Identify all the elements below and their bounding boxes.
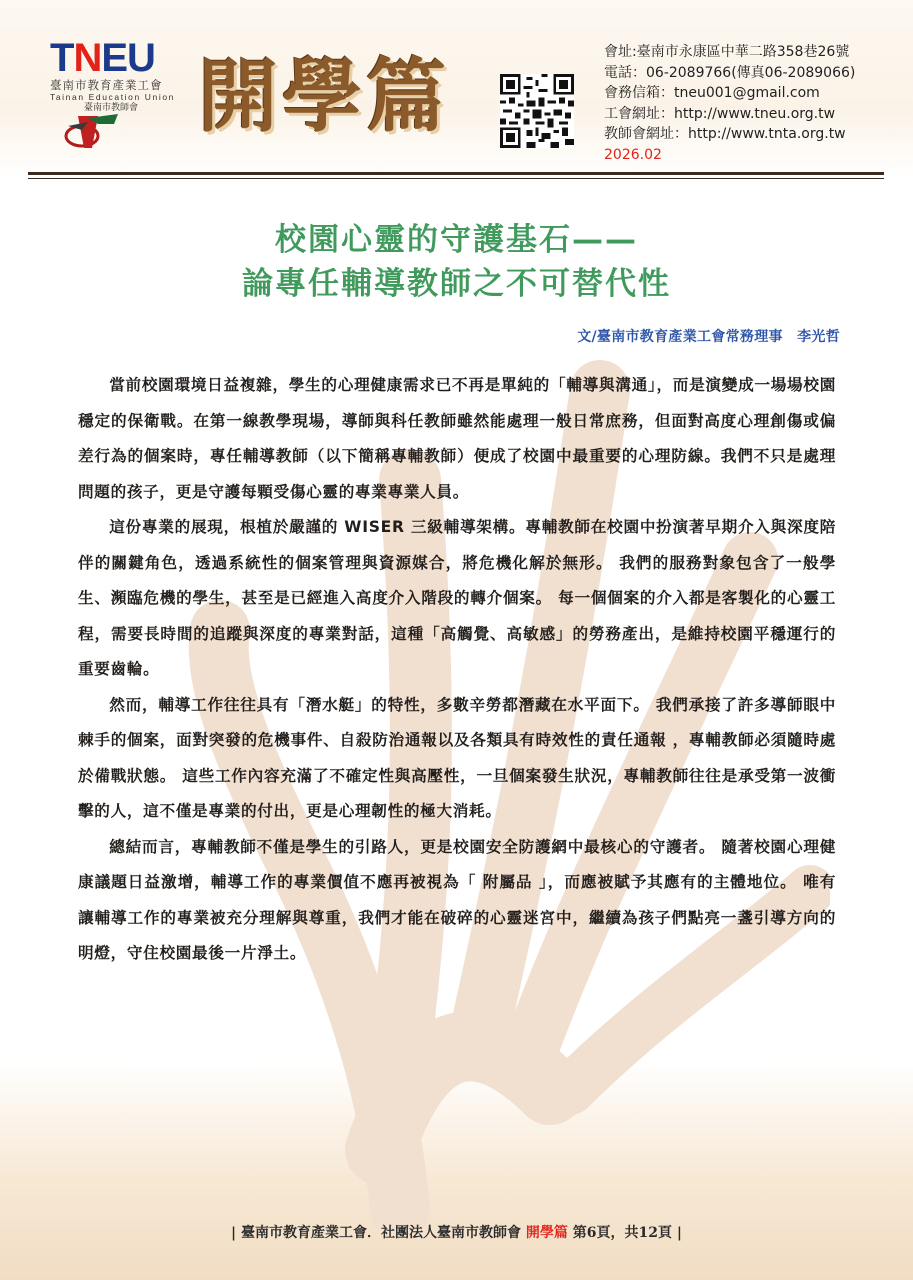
union-website-link[interactable]: 工會網址：http://www.tneu.org.tw [604,105,836,122]
email-text[interactable]: 會務信箱：tneu001@gmail.com [604,85,820,101]
page-footer [0,1222,913,1242]
header-divider [28,172,884,175]
article-title-line2: 論專任輔導教師之不可替代性 [242,266,671,302]
org-name-zh: 臺南市教育產業工會 [50,78,163,92]
paragraph: 然而，輔導工作往往具有「潛水艇」的特性，多數辛勞都潛藏在水平面下。 我們承接了許多導師眼中棘手的個案，面對突發的危機事件、自殺防治通報以及各類具有時效性的責任通報 ，專輔教師必須隨時處於備戰狀態。 這些工作內容充滿了不確定性與高壓性，一旦個案發生狀況，專輔教師往往是承受第一波衝擊的人，這不僅是專業的付出，更是心理韌性的極大消耗。 [78,695,836,820]
issue-date: 2026.02 [604,146,662,163]
teacher-website-link[interactable]: 教師會網址：http://www.tnta.org.tw [604,126,846,142]
paragraph: 總結而言，專輔教師不僅是學生的引路人，更是校園安全防護網中最核心的守護者。 隨著校園心理健康議題日益激增，輔導工作的專業價值不應再被視為「 附屬品 」，而應被賦予其應有的主體地位。 唯有讓輔導工作的專業被充分理解與尊重，我們才能在破碎的心靈迷宮中，繼續為孩子們點亮一盞引導方向的明燈，守住校園最後一片淨土。 [78,837,836,962]
org-name-en: Tainan Education Union [50,92,175,102]
footer-org: | 臺南市教育產業工會．社團法人臺南市教師會 [231,1225,526,1241]
address-text: 會址:臺南市永康區中華二路358巷26號 [604,44,850,60]
tneu-logo [50,38,190,102]
footer-page-info: 第6頁，共12頁 | [567,1225,682,1241]
article-title-line1: 校園心靈的守護基石—— [275,222,638,258]
footer-section: 開學篇 [525,1225,568,1241]
qr-code-icon [500,74,574,148]
article-title [0,218,913,306]
contact-info [604,42,855,165]
section-title: 開學篇 [198,49,450,143]
article-body [78,368,836,972]
byline: 文/臺南市教育產業工會常務理事 李光哲 [577,329,840,345]
header-divider-thin [28,178,884,179]
association-name: 臺南市教師會 [84,103,139,113]
tneu-logo-letters: TNEU [50,36,155,80]
paragraph: 這份專業的展現，根植於嚴謹的 WISER 三級輔導架構。專輔教師在校園中扮演著早期介入與深度陪伴的關鍵角色，透過系統性的個案管理與資源媒合，將危機化解於無形。 我們的服務對象包含了一般學生、瀕臨危機的學生，甚至是已經進入高度介入階段的轉介個案。 每一個個案的介入都是客製化的心靈工程，需要長時間的追蹤與深度的專業對話，這種「高觸覺、高敏感」的勞務產出，是維持校園平穩運行的重要齒輪。 [78,518,836,678]
paragraph: 當前校園環境日益複雜，學生的心理健康需求已不再是單純的「輔導與溝通」，而是演變成一場場校園穩定的保衛戰。在第一線教學現場，導師與科任教師雖然能處理一般日常庶務，但面對高度心理創傷或偏差行為的個案時，專任輔導教師（以下簡稱專輔教師）便成了校園中最重要的心理防線。我們不只是處理問題的孩子，更是守護每顆受傷心靈的專業專業人員。 [78,376,836,501]
page-header [0,0,913,190]
phone-text: 電話：06-2089766(傳真06-2089066) [604,64,856,81]
